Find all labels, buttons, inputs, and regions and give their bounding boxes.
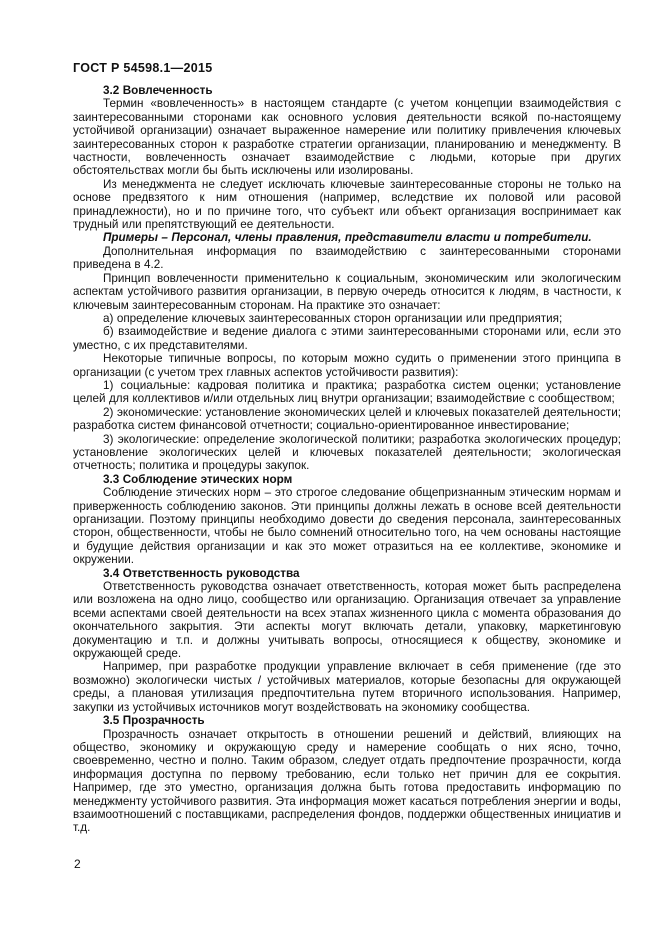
body-paragraph: Ответственность руководства означает ответственность, которая может быть распределена или возложена на одно лицо, сообщество или организацию. Организация отвечает за управление всеми аспектами своей деятельности на всех этапах жизненного цикла с момента образования до окончательного закрытия. Эти аспекты могут включать детали, упаковку, маркетинговую документацию и т.п. и должны учитывать вопросы, относящиеся к обществу, экономике и окружающей среде. xyxy=(73,580,621,661)
body-paragraph: Некоторые типичные вопросы, по которым можно судить о применении этого принципа в организации (с учетом трех главных аспектов устойчивости развития): xyxy=(73,352,621,379)
body-paragraph: Принцип вовлеченности применительно к социальным, экономическим или экологическим аспектам устойчивого развития организации, в первую очередь относится к людям, в частности, к ключевым заинтересованным сторонам. На практике это означает: xyxy=(73,271,621,312)
example-paragraph: Примеры – Персонал, члены правления, представители власти и потребители. xyxy=(103,231,592,245)
body-paragraph: а) определение ключевых заинтересованных сторон организации или предприятия; xyxy=(103,311,563,325)
body-paragraph: Соблюдение этических норм – это строгое следование общепризнанным этическим нормам и приверженность соблюдению законов. Эти принципы должны лежать в основе всей деятельности организации. Поэтому принципы необходимо довести до сведения персонала, заинтересованных сторон, общественности, чтобы не было сомнений относительно того, на чем основаны настоящие и будущие действия организации и как это может отразиться на ее коллективе, экономике и окружении. xyxy=(73,486,621,567)
body-paragraph: б) взаимодействие и ведение диалога с этими заинтересованными сторонами или, если это уместно, с их представителями. xyxy=(73,325,621,352)
body-paragraph: Из менеджмента не следует исключать ключевые заинтересованные стороны не только на основе предвзятого к ним отношения (например, вследствие их половой или расовой принадлежности), но и по причине того, что субъект или объект организация воспринимает как трудный или препятствующий ее деятельности. xyxy=(73,177,621,232)
body-paragraph: Прозрачность означает открытость в отношении решений и действий, влияющих на общество, экономику и окружающую среду и намерение сообщать о них ясно, точно, своевременно, честно и полно. Таким образом, следует отдать предпочтение прозрачности, когда информация доступна по первому требованию, если только нет причин для ее сокрытия. Например, где это уместно, организация должна быть готова предоставить информацию по менеджменту устойчивого развития. Эта информация может касаться потребления энергии и воды, взаимоотношений с поставщиками, распределения фондов, поддержки общественных инициатив и т.д. xyxy=(73,727,621,835)
section-heading: 3.2 Вовлеченность xyxy=(103,84,213,97)
body-paragraph: 1) социальные: кадровая политика и практика; разработка систем оценки; установление целей для коллективов и/или отдельных лиц внутри организации; взаимодействие с сообществом; xyxy=(73,378,621,406)
body-paragraph: 2) экономические: установление экономических целей и ключевых показателей деятельности; разработка систем финансовой отчетности; социально-ориентированное инвестирование; xyxy=(73,405,621,433)
document-header: ГОСТ Р 54598.1—2015 xyxy=(73,61,213,75)
section-heading: 3.4 Ответственность руководства xyxy=(103,566,300,580)
body-paragraph: Термин «вовлеченность» в настоящем стандарте (с учетом концепции взаимодействия с заинтересованными сторонами как основного условия деятельности всякой по-настоящему устойчивой организации) означает выраженное намерение или политику привлечения ключевых заинтересованных сторон к разработке стратегии организации, планированию и менеджменту. В частности, вовлеченность означает взаимодействие с людьми, которые при других обстоятельствах могли бы быть исключены или изолированы. xyxy=(73,97,621,178)
body-paragraph: 3) экологические: определение экологической политики; разработка экологических процедур; установление экологических целей и ключевых показателей деятельности; экологическая отчетность; политика и процедуры закупок. xyxy=(73,432,621,473)
body-paragraph: Дополнительная информация по взаимодействию с заинтересованными сторонами приведена в 4.2. xyxy=(73,244,621,272)
body-paragraph: Например, при разработке продукции управление включает в себя применение (где это возможно) экологически чистых / устойчивых материалов, которые безопасны для окружающей среды, а плановая утилизация предпочтительна путем вторичного использования. Например, закупки из устойчивых источников могут воздействовать на экономику сообщества. xyxy=(73,660,621,714)
section-heading: 3.5 Прозрачность xyxy=(103,714,205,728)
section-heading: 3.3 Соблюдение этических норм xyxy=(103,472,293,486)
page-number: 2 xyxy=(74,857,81,871)
document-body xyxy=(73,84,621,835)
